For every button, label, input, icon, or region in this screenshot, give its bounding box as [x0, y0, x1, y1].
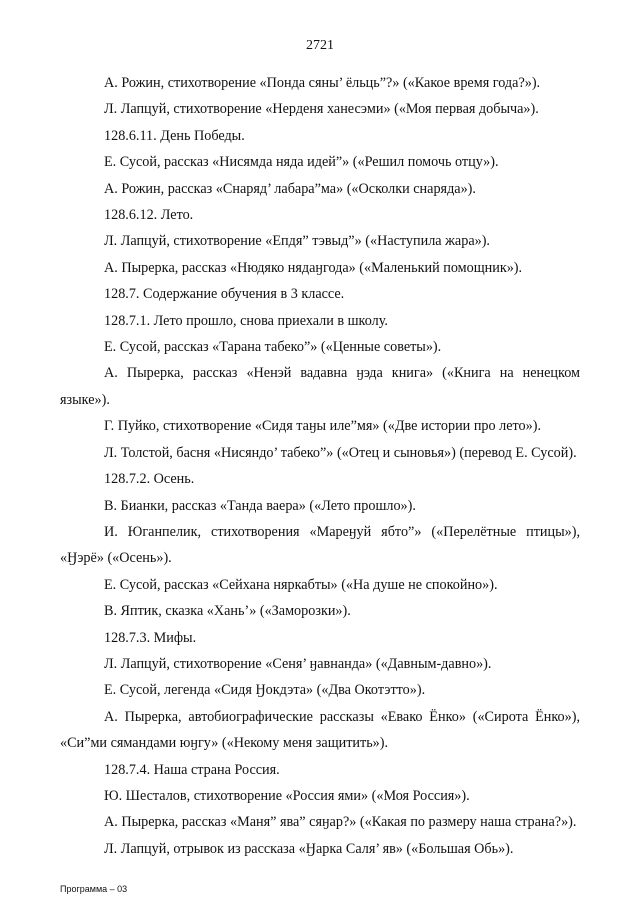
text-line: Л. Лапцуй, стихотворение «Епдя” тэвыд”» («Наступила жара»). — [104, 233, 490, 250]
section-heading: 128.7.3. Мифы. — [104, 629, 197, 646]
text-line: Е. Сусой, легенда «Сидя Ӈокдэта» («Два Окотэтто»). — [104, 682, 426, 699]
text-line: Л. Лапцуй, стихотворение «Сеня’ ӈавнанда» («Давным-давно»). — [104, 655, 492, 672]
text-line: А. Пыреркa, автобиографические рассказы «Евако Ёнко» («Сирота Ёнко»), «Си”ми сямандами юӈгу» («Некому меня защитить»). — [60, 708, 580, 752]
text-line: Л. Лапцуй, отрывок из рассказа «Ӈарка Саля’ яв» («Большая Обь»). — [104, 840, 514, 857]
text-line: Ю. Шесталов, стихотворение «Россия ями» («Моя Россия»). — [104, 787, 470, 804]
text-line: Е. Сусой, рассказ «Нисямда няда идей”» («Решил помочь отцу»). — [104, 154, 499, 171]
section-heading: 128.7.1. Лето прошло, снова приехали в школу. — [104, 312, 388, 329]
text-line: В. Бианки, рассказ «Танда ваера» («Лето прошло»). — [104, 497, 416, 514]
text-line: Е. Сусой, рассказ «Сейхана няркабты» («На душе не спокойно»). — [104, 576, 498, 593]
section-heading: 128.6.12. Лето. — [104, 207, 194, 224]
text-line: А. Рожин, рассказ «Снаряд’ лабара”ма» («Осколки снаряда»). — [104, 180, 476, 197]
text-line: А. Пыреркa, рассказ «Маня” ява” сяӈар?» («Какая по размеру наша страна?»). — [104, 814, 577, 831]
text-line: Л. Лапцуй, стихотворение «Нерденя ханесэми» («Моя первая добыча»). — [104, 101, 539, 118]
document-body — [60, 70, 580, 862]
footer-text: Программа – 03 — [60, 884, 128, 894]
text-line: В. Яптик, сказка «Хань’» («Заморозки»). — [104, 603, 351, 620]
section-heading: 128.6.11. День Победы. — [104, 127, 245, 144]
text-line: А. Пыреркa, рассказ «Ненэй вадавна ӈэда книга» («Книга на ненецком языке»). — [60, 365, 580, 408]
text-line: Л. Толстой, басня «Нисяндо’ табеко”» («Отец и сыновья») (перевод Е. Сусой). — [104, 444, 577, 461]
text-line: А. Пыреркa, рассказ «Нюдяко нядаӈгода» («Маленький помощник»). — [104, 259, 523, 276]
section-heading: 128.7.2. Осень. — [104, 471, 195, 488]
text-line: Е. Сусой, рассказ «Тарана табеко”» («Ценные советы»). — [104, 339, 442, 356]
section-heading: 128.7. Содержание обучения в 3 классе. — [104, 286, 345, 303]
section-heading: 128.7.4. Наша страна Россия. — [104, 761, 280, 778]
page-number: 2721 — [306, 38, 334, 53]
text-line: Г. Пуйко, стихотворение «Сидя таӈы иле”мя» («Две истории про лето»). — [104, 418, 541, 435]
text-line: И. Юганпелик, стихотворения «Мареӈуй ябто”» («Перелётные птицы»), «Ӈэрё» («Осень»). — [60, 523, 580, 567]
text-line: А. Рожин, стихотворение «Понда сяны’ ёльць”?» («Какое время года?»). — [104, 75, 541, 91]
